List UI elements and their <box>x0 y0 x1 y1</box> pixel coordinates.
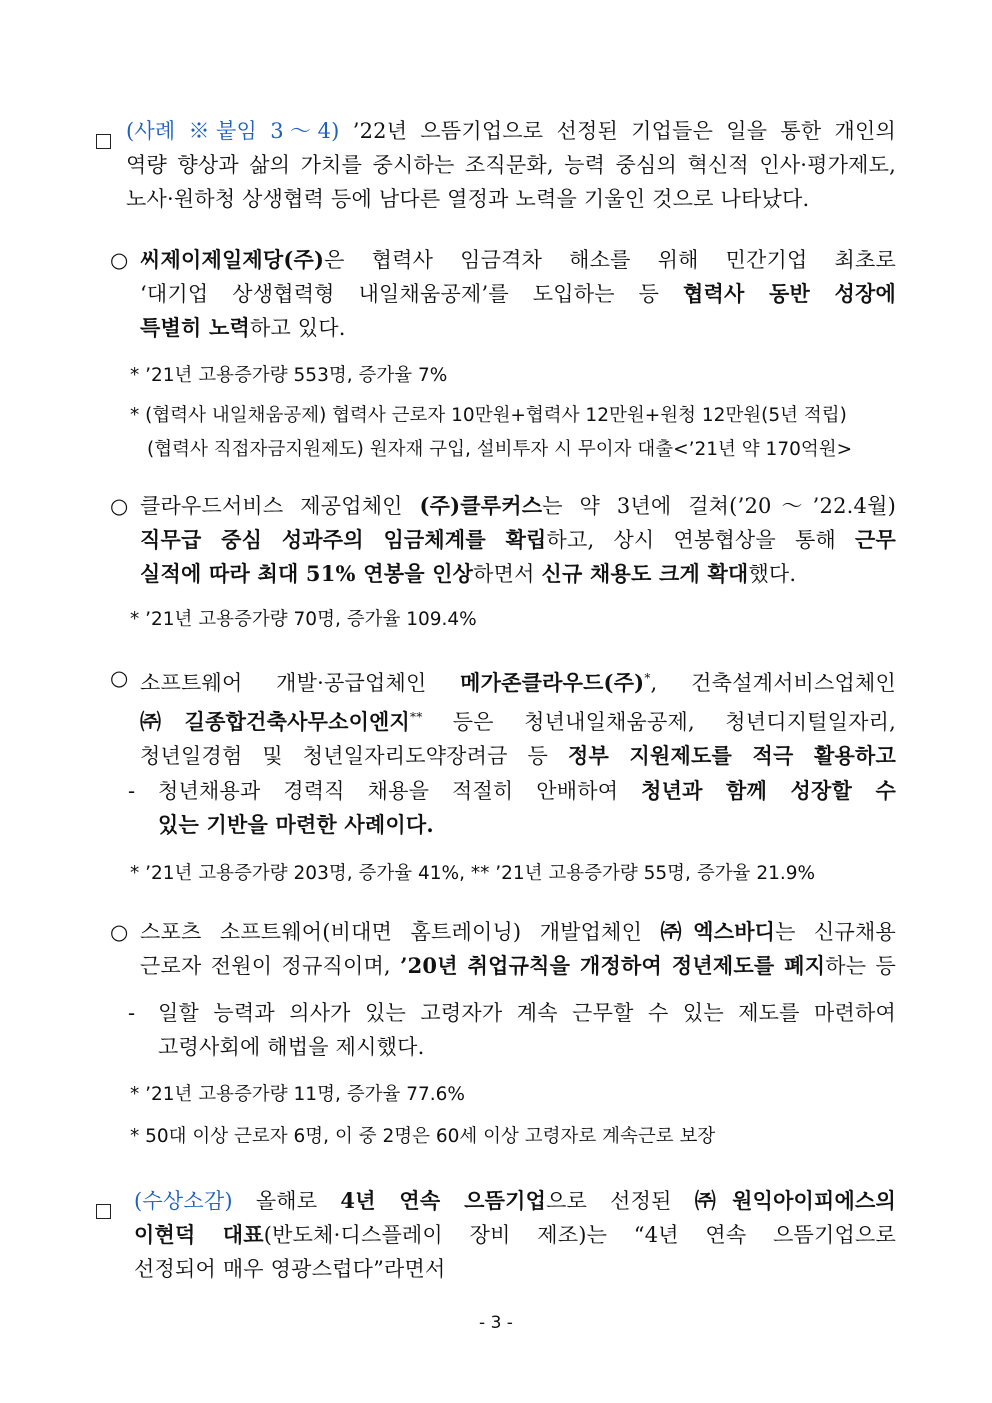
case-xbody-notes <box>130 1078 465 1112</box>
section1-line3: 노사·원하청 상생협력 등에 남다른 열정과 노력을 기울인 것으로 나타났다. <box>126 187 810 211</box>
case-cj-notes <box>130 359 447 393</box>
note-line: * ’21년 고용증가량 11명, 증가율 77.6% <box>130 1084 465 1105</box>
note-line: * ’21년 고용증가량 553명, 증가율 7% <box>130 365 448 386</box>
case-cloocus-notes <box>130 603 477 637</box>
note-line: * ’21년 고용증가량 203명, 증가율 41%, ** ’21년 고용증가량 55명, 증가율 21.9% <box>130 863 816 884</box>
dash-bullet: - <box>128 1001 136 1025</box>
section-cases: (사례 ※붙임 3～4) ’22년 으뜸기업으로 선정된 기업들은 일을 통한 개인의 역량 향상과 삶의 가치를 중시하는 조직문화, 능력 중심의 혁신적 인사·평가제도, 노사·원하청 상생협력 등에 남다른 열정과 노력을 기울인 것으로 나타났다. <box>96 114 896 216</box>
case-cloocus: ○ 클라우드서비스 제공업체인 (주)클루커스는 약 3년에 걸쳐(’20～’22.4월) 직무급 중심 성과주의 임금체계를 확립하고, 상시 연봉협상을 통해 근무 실적에 따라 최대 51% 연봉을 인상하면서 신규 채용도 크게 확대했다. <box>110 489 896 591</box>
circle-bullet-icon: ○ <box>110 666 129 690</box>
note-line: * 50대 이상 근로자 6명, 이 중 2명은 60세 이상 고령자로 계속근로 보장 <box>130 1126 716 1147</box>
circle-bullet-icon: ○ <box>110 248 129 272</box>
case-megazone-dash: - 청년채용과 경력직 채용을 적절히 안배하여 청년과 함께 성장할 수 있는 기반을 마련한 사례이다. <box>128 774 896 842</box>
case-xbody-notes-2 <box>130 1120 715 1154</box>
note-line: * ’21년 고용증가량 70명, 증가율 109.4% <box>130 609 477 630</box>
circle-bullet-icon: ○ <box>110 920 129 944</box>
note-line: (협력사 직접자금지원제도) 원자재 구입, 설비투자 시 무이자 대출<’21년 약 170억원> <box>147 439 853 460</box>
case-xbody: ○ 스포츠 소프트웨어(비대면 홈트레이닝) 개발업체인 ㈜엑스바디는 신규채용 근로자 전원이 정규직이며, ’20년 취업규칙을 개정하여 정년제도를 폐지하는 등 <box>110 915 896 983</box>
case-cj: ○ 씨제이제일제당(주)은 협력사 임금격차 해소를 위해 민간기업 최초로 ‘대기업 상생협력형 내일채움공제’를 도입하는 등 협력사 동반 성장에 특별히 노력하고 있다. <box>110 243 896 345</box>
circle-bullet-icon: ○ <box>110 494 129 518</box>
note-line: * (협력사 내일채움공제) 협력사 근로자 10만원+협력사 12만원+원청 12만원(5년 적립) <box>130 405 847 426</box>
checkbox-icon <box>96 1194 111 1228</box>
section-award: (수상소감) 올해로 4년 연속 으뜸기업으로 선정된 ㈜원익아이피에스의 이현덕 대표(반도체·디스플레이 장비 제조)는 “4년 연속 으뜸기업으로 선정되어 매우 영광스럽다”라면서 <box>96 1184 896 1286</box>
case-cj-notes-2 <box>130 399 852 467</box>
case-megazone: ○ 소프트웨어 개발·공급업체인 메가존클라우드(주)*, 건축설계서비스업체인 ㈜길종합건축사무소이엔지** 등은 청년내일채움공제, 청년디지털일자리, 청년일경험 및 청년일자리도약장려금 등 정부 지원제도를 적극 활용하고 <box>110 661 896 773</box>
checkbox-icon <box>96 124 111 158</box>
cases-tag: (사례 ※붙임 3～4) <box>126 119 340 143</box>
case-xbody-dash: - 일할 능력과 의사가 있는 고령자가 계속 근무할 수 있는 제도를 마련하여 고령사회에 해법을 제시했다. <box>128 996 896 1064</box>
page-number: - 3 - <box>479 1313 513 1333</box>
section1-line2: 역량 향상과 삶의 가치를 중시하는 조직문화, 능력 중심의 혁신적 인사·평가제도, <box>126 153 896 177</box>
case-megazone-notes <box>130 857 815 891</box>
award-tag: (수상소감) <box>134 1189 233 1213</box>
dash-bullet: - <box>128 779 136 803</box>
